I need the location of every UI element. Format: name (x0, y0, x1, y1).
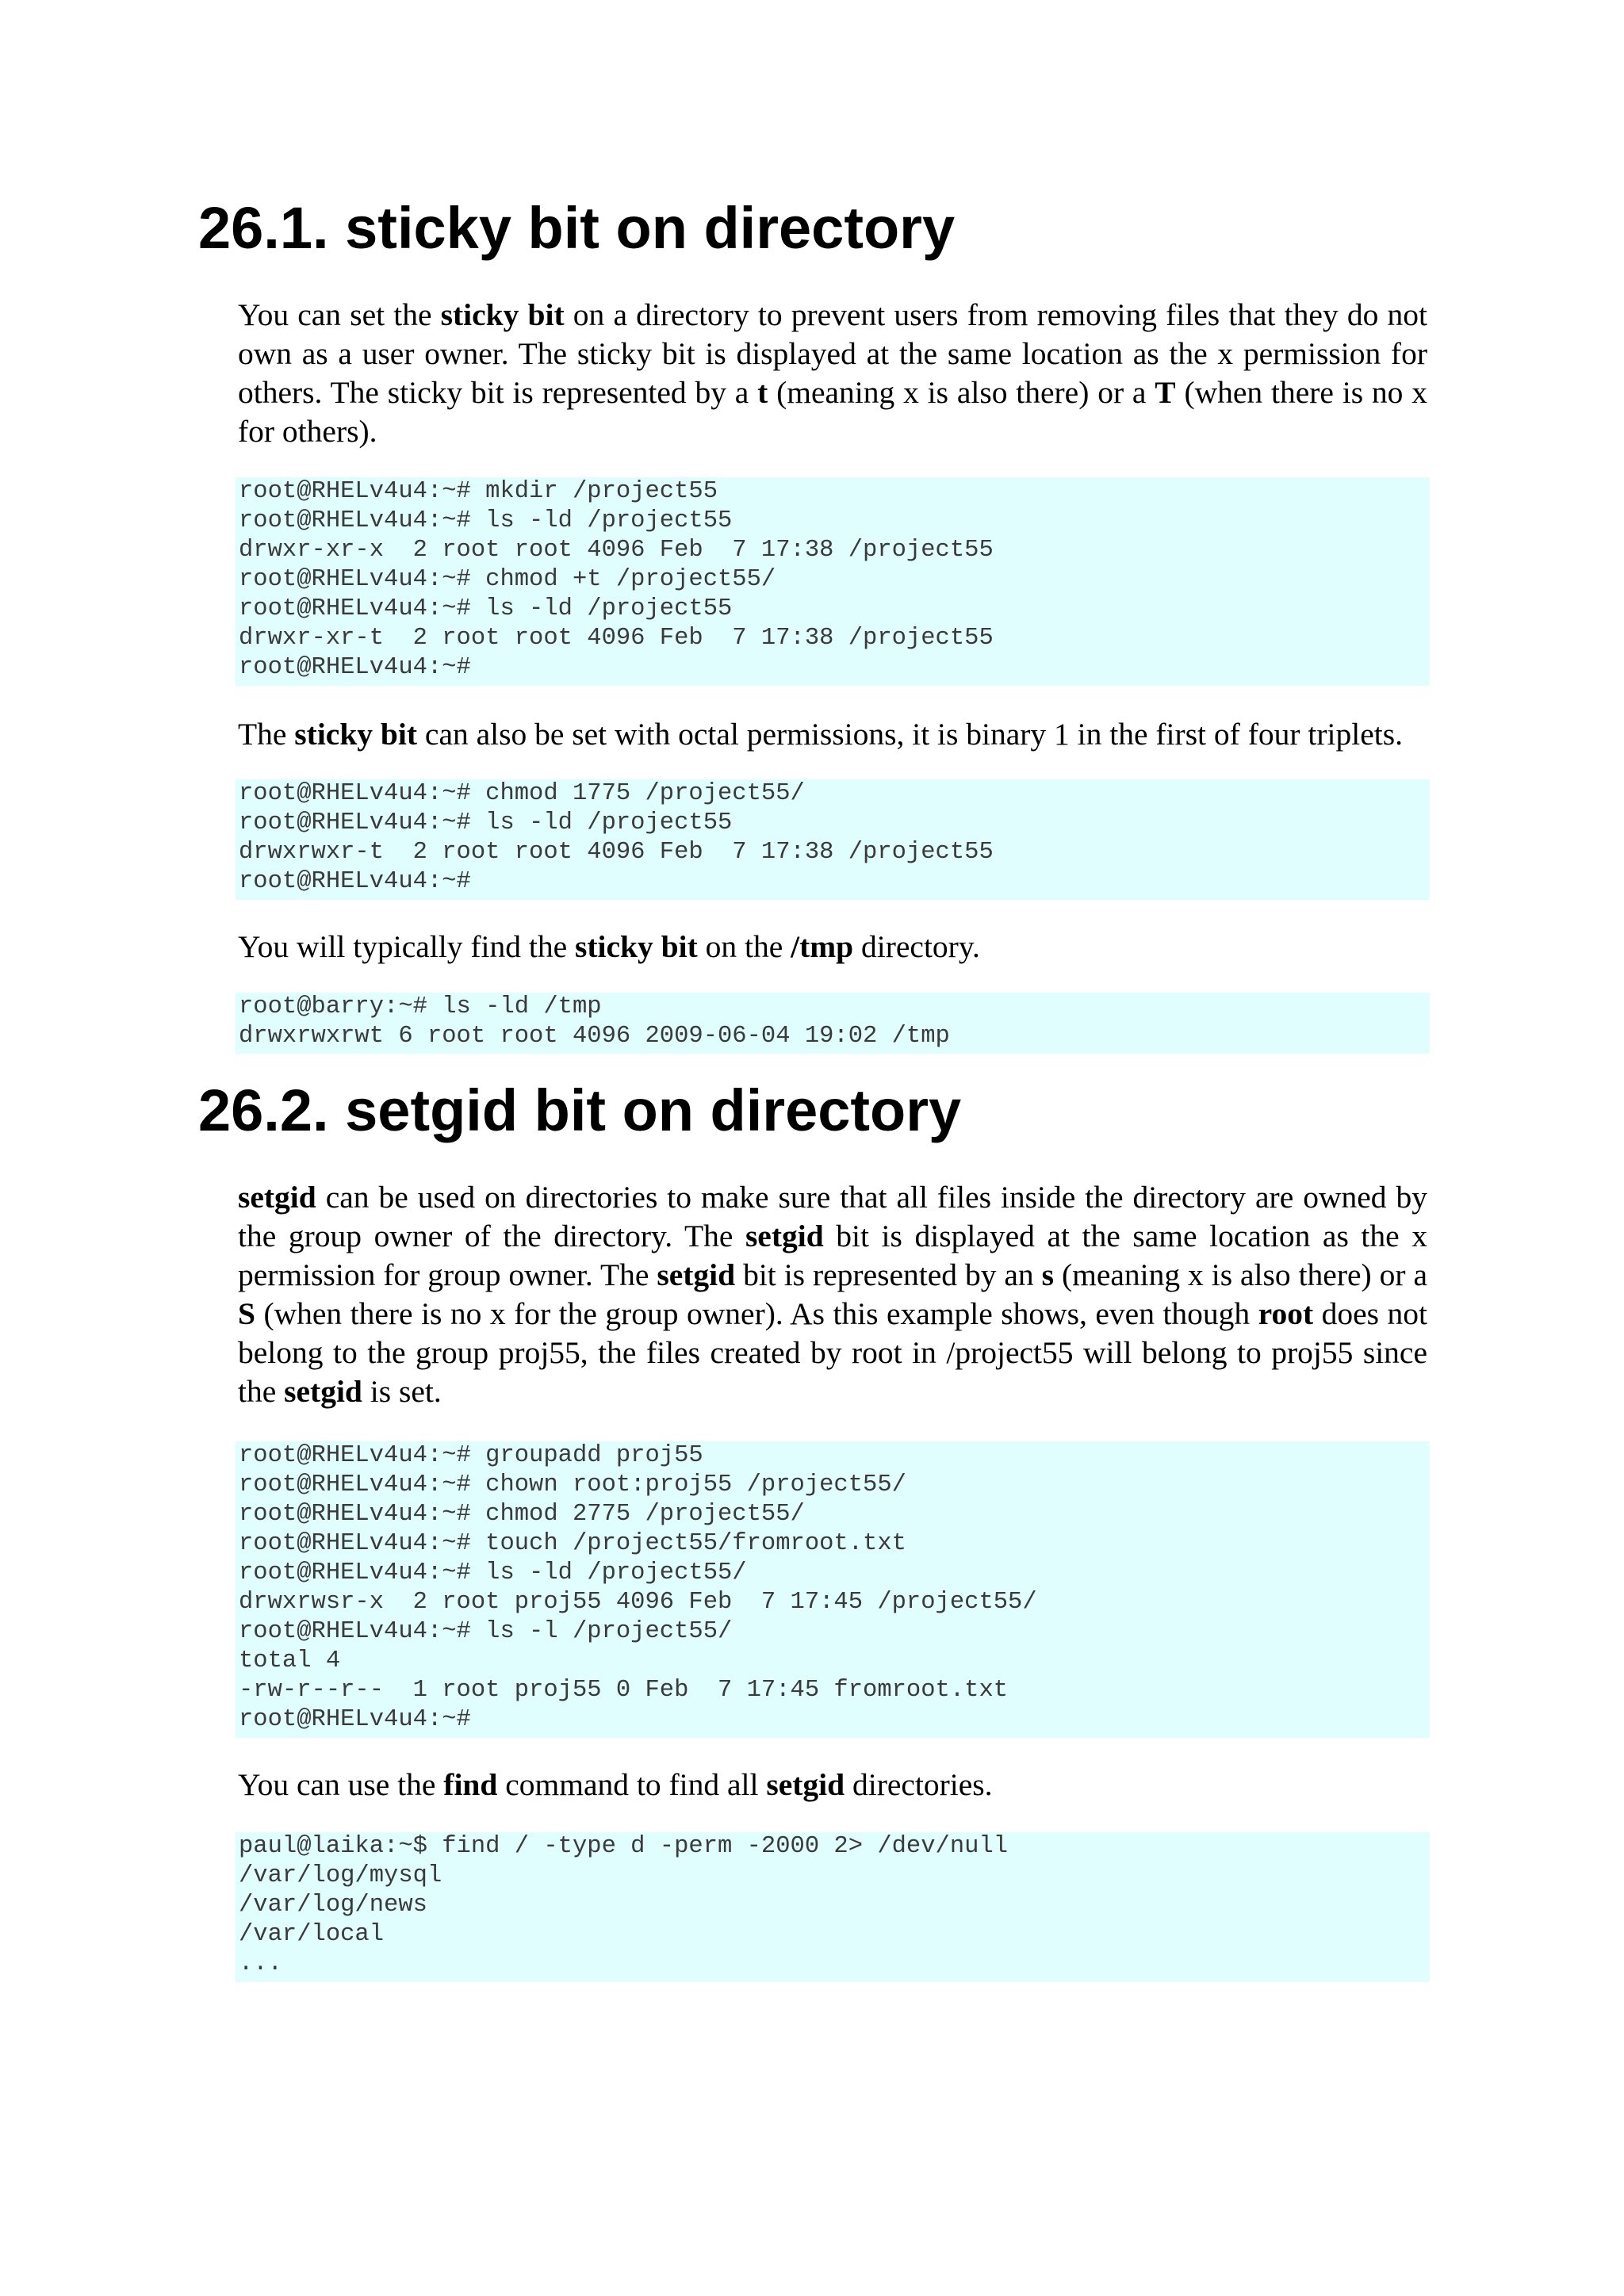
code-line: root@RHELv4u4:~# ls -ld /project55 (239, 809, 733, 836)
code-line: total 4 (239, 1647, 341, 1674)
section-heading-setgid-bit: 26.2. setgid bit on directory (198, 1077, 962, 1143)
code-line: ... (239, 1950, 282, 1977)
section-heading-sticky-bit: 26.1. sticky bit on directory (198, 195, 956, 261)
code-line: -rw-r--r-- 1 root proj55 0 Feb 7 17:45 fromroot.txt (239, 1677, 1009, 1704)
code-block-sticky-bit-octal (236, 779, 1430, 900)
code-block-tmp-listing (236, 993, 1430, 1054)
code-line: drwxr-xr-x 2 root root 4096 Feb 7 17:38 /project55 (239, 537, 994, 564)
code-line: root@RHELv4u4:~# groupadd proj55 (239, 1442, 703, 1469)
code-line: root@RHELv4u4:~# ls -l /project55/ (239, 1618, 733, 1645)
code-line: drwxrwsr-x 2 root proj55 4096 Feb 7 17:45 /project55/ (239, 1589, 1037, 1616)
code-line: root@RHELv4u4:~# chmod 1775 /project55/ (239, 780, 805, 807)
code-line: /var/log/news (239, 1892, 427, 1919)
code-line: root@RHELv4u4:~# ls -ld /project55/ (239, 1559, 747, 1586)
code-line: root@RHELv4u4:~# ls -ld /project55 (239, 507, 733, 534)
paragraph-sticky-bit-octal: The sticky bit can also be set with octal permissions, it is binary 1 in the first of four triplets. (238, 717, 1403, 752)
paragraph-setgid-find: You can use the find command to find all setgid directories. (238, 1767, 993, 1802)
paragraph-sticky-bit-tmp: You will typically find the sticky bit on the /tmp directory. (238, 929, 980, 964)
code-line: root@RHELv4u4:~# (239, 654, 471, 681)
code-block-sticky-bit-chmod (236, 477, 1430, 686)
code-line: /var/log/mysql (239, 1862, 442, 1889)
code-line: root@barry:~# ls -ld /tmp (239, 993, 602, 1020)
code-line: root@RHELv4u4:~# (239, 1706, 471, 1733)
code-line: root@RHELv4u4:~# mkdir /project55 (239, 478, 718, 505)
code-line: root@RHELv4u4:~# touch /project55/fromroot.txt (239, 1530, 906, 1557)
code-line: root@RHELv4u4:~# chmod +t /project55/ (239, 566, 776, 593)
paragraph-setgid-intro: setgid can be used on directories to make sure that all files inside the directory are owned by the group owner of the directory. The setgid bit is displayed at the same location as the x permission for group owner. The setgid bit is represented by an s (meaning x is also there) or a S (when there is no x for the group owner). As this example shows, even though root does not belong to the group proj55, the files created by root in /project55 will belong to proj55 since the setgid is set. (238, 1180, 1428, 1409)
code-line: paul@laika:~$ find / -type d -perm -2000 2> /dev/null (239, 1833, 1009, 1860)
code-line: root@RHELv4u4:~# chown root:proj55 /project55/ (239, 1471, 906, 1498)
code-line: drwxr-xr-t 2 root root 4096 Feb 7 17:38 /project55 (239, 625, 994, 652)
code-block-setgid-example (236, 1441, 1430, 1738)
code-line: /var/local (239, 1921, 385, 1948)
code-line: drwxrwxrwt 6 root root 4096 2009-06-04 19:02 /tmp (239, 1023, 950, 1050)
code-line: root@RHELv4u4:~# (239, 868, 471, 895)
code-line: drwxrwxr-t 2 root root 4096 Feb 7 17:38 /project55 (239, 839, 994, 866)
code-line: root@RHELv4u4:~# ls -ld /project55 (239, 595, 733, 622)
code-line: root@RHELv4u4:~# chmod 2775 /project55/ (239, 1501, 805, 1528)
paragraph-sticky-bit-intro: You can set the sticky bit on a directory to prevent users from removing files that they do not own as a user owner. The sticky bit is displayed at the same location as the x permission for others. The sticky bit is represented by a t (meaning x is also there) or a T (when there is no x for others). (238, 297, 1427, 449)
code-block-find-setgid (236, 1832, 1430, 1982)
